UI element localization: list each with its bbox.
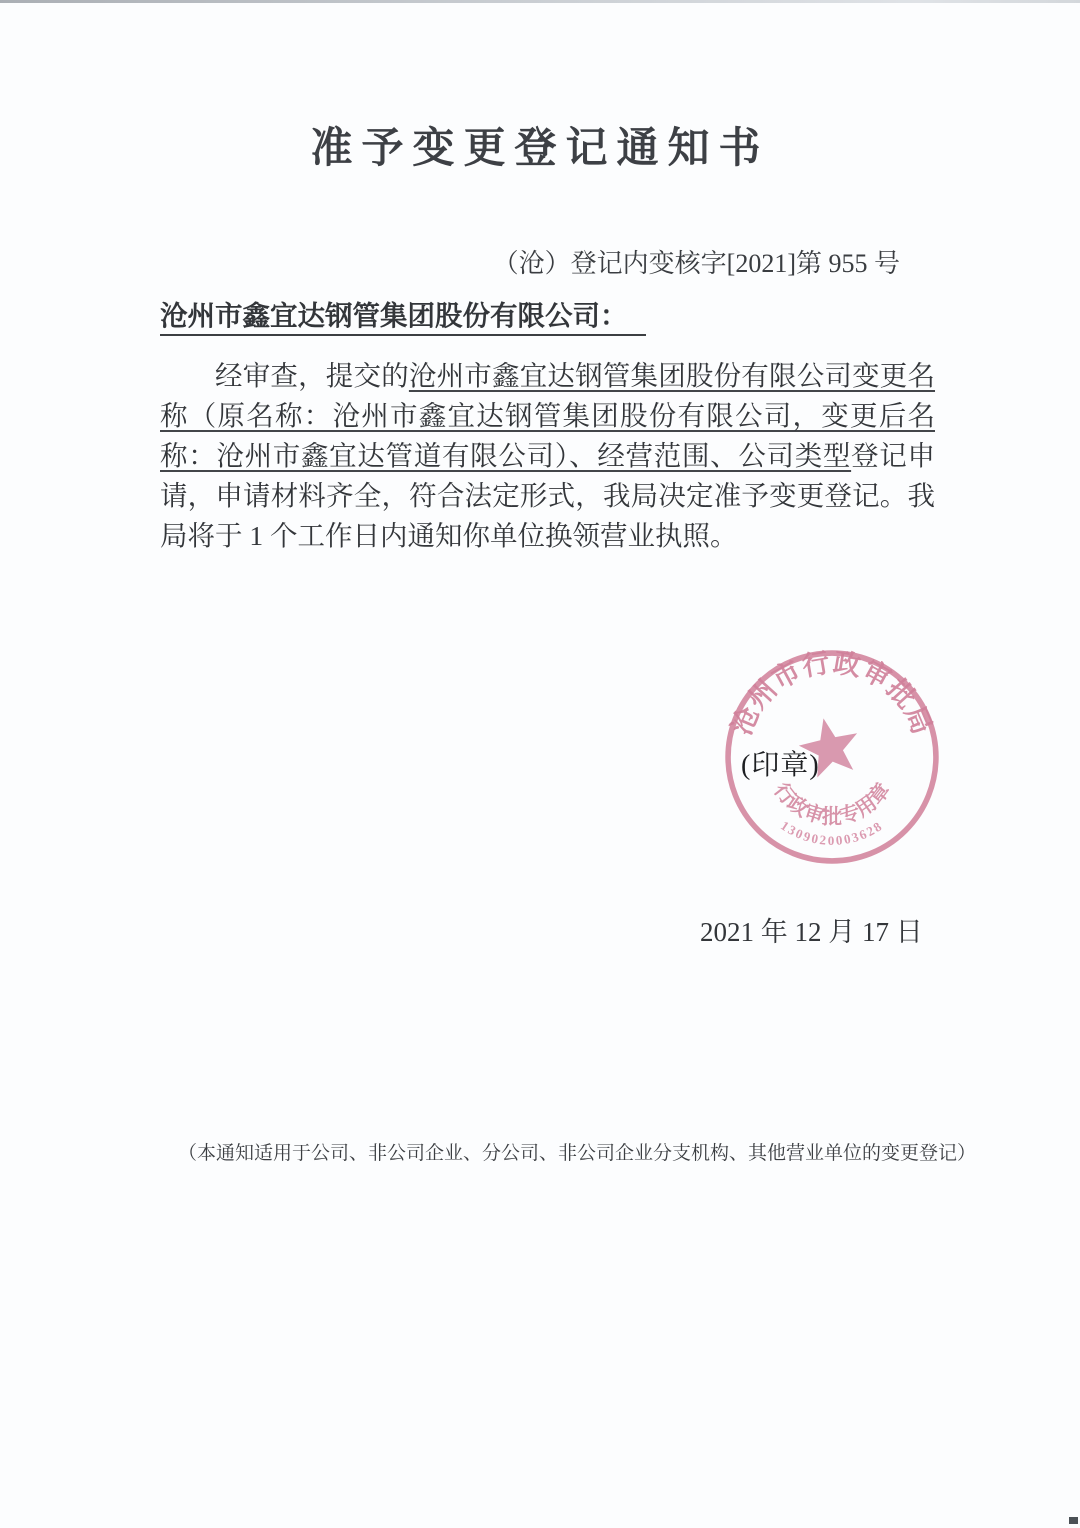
issue-date: 2021 年 12 月 17 日 [700,917,923,947]
official-seal [721,646,943,868]
document-title: 准予变更登记通知书 [310,126,770,172]
body-tail-text: 登记申请，申请材料齐全，符合法定形式，我局决定准予变更登记。我局将于 1 个工作日内通知你单位换领营业执照。 [160,440,935,551]
scan-corner-artifact [1069,1517,1078,1524]
applicability-footnote: （本通知适用于公司、非公司企业、分公司、非公司企业分支机构、其他营业单位的变更登记） [178,1143,977,1164]
body-lead-text: 经审查，提交的 [215,360,409,391]
reference-number: （沧）登记内变核字[2021]第 955 号 [492,249,900,278]
seal-placeholder-label: (印章) [741,750,820,781]
seal-org-arc-text: 沧州市行政审批局 [726,647,938,740]
scan-edge-artifact [0,0,1080,3]
body-underlined-change-content: 沧州市鑫宜达钢管集团股份有限公司变更名称（原名称：沧州市鑫宜达钢管集团股份有限公司，变更后名称：沧州市鑫宜达管道有限公司）、经营范围、公司类型 [160,360,936,471]
addressee-company-name: 沧州市鑫宜达钢管集团股份有限公司： [160,300,646,336]
seal-inner-arc-text: 行政审批专用章 [769,779,895,829]
addressee-row [160,293,646,333]
seal-serial-number: 1309020003628 [778,817,886,848]
body-paragraph [160,356,935,556]
